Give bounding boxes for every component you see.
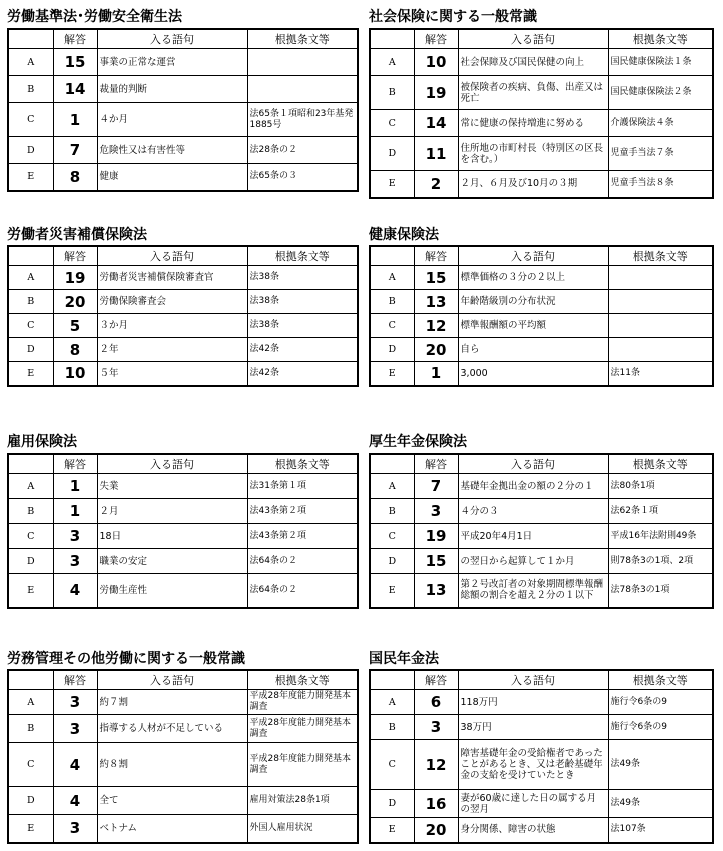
table-row xyxy=(8,524,358,549)
row-answer: 8 xyxy=(53,338,97,362)
table-row xyxy=(8,499,358,524)
table-row xyxy=(8,715,358,743)
header-answer: 解答 xyxy=(414,454,458,474)
row-label: D xyxy=(370,137,414,171)
row-label: A xyxy=(8,474,53,499)
table-header-row xyxy=(370,670,713,690)
row-phrase: 3,000 xyxy=(458,362,608,386)
row-basis: 介護保険法４条 xyxy=(608,110,713,137)
row-phrase: 常に健康の保持増進に努める xyxy=(458,110,608,137)
answer-table xyxy=(7,245,359,387)
table-header-row xyxy=(370,29,713,49)
section-employment-insurance xyxy=(7,431,359,611)
table-row xyxy=(370,574,713,608)
header-basis: 根拠条文等 xyxy=(608,670,713,690)
section-title: 社会保険に関する一般常識 xyxy=(369,9,537,25)
row-phrase: ４か月 xyxy=(97,103,247,137)
row-phrase: 118万円 xyxy=(458,690,608,715)
table-row xyxy=(370,740,713,790)
section-employees-pension xyxy=(369,431,712,611)
answer-table xyxy=(369,453,714,609)
row-answer: 3 xyxy=(414,499,458,524)
row-basis: 法62条１項 xyxy=(608,499,713,524)
row-basis xyxy=(608,314,713,338)
table-row xyxy=(8,743,358,787)
row-basis: 施行令6条の9 xyxy=(608,690,713,715)
header-phrase: 入る語句 xyxy=(97,29,247,49)
row-phrase: 社会保障及び国民保健の向上 xyxy=(458,49,608,76)
table-row xyxy=(370,49,713,76)
table-header-row xyxy=(8,670,358,690)
row-answer: 3 xyxy=(53,524,97,549)
table-row xyxy=(370,76,713,110)
row-basis: 法43条第２項 xyxy=(247,499,358,524)
row-basis: 平成16年法附則49条 xyxy=(608,524,713,549)
row-label: D xyxy=(370,549,414,574)
row-phrase: 標準価格の３分の２以上 xyxy=(458,266,608,290)
row-phrase: 38万円 xyxy=(458,715,608,740)
row-label: C xyxy=(8,524,53,549)
row-basis: 法49条 xyxy=(608,790,713,818)
row-phrase: 第２号改訂者の対象期間標準報酬総額の割合を超え２分の１以下 xyxy=(458,574,608,608)
row-label: E xyxy=(370,818,414,843)
table-header-row xyxy=(8,454,358,474)
table-row xyxy=(8,362,358,386)
row-answer: 13 xyxy=(414,574,458,608)
table-header-row xyxy=(8,246,358,266)
section-title: 労働基準法･労働安全衛生法 xyxy=(7,9,182,25)
table-row xyxy=(370,790,713,818)
row-answer: 3 xyxy=(53,690,97,715)
row-label: C xyxy=(370,110,414,137)
row-label: E xyxy=(370,574,414,608)
header-answer: 解答 xyxy=(414,29,458,49)
row-label: A xyxy=(8,266,53,290)
table-row xyxy=(370,266,713,290)
row-label: E xyxy=(8,164,53,191)
header-label-blank xyxy=(8,29,53,49)
row-phrase: 18日 xyxy=(97,524,247,549)
header-basis: 根拠条文等 xyxy=(608,246,713,266)
row-basis: 法65条１項昭和23年基発1885号 xyxy=(247,103,358,137)
row-basis: 法65条の３ xyxy=(247,164,358,191)
header-phrase: 入る語句 xyxy=(458,29,608,49)
section-title: 健康保険法 xyxy=(369,227,439,243)
table-row xyxy=(370,362,713,386)
row-answer: 19 xyxy=(414,524,458,549)
row-basis: 法38条 xyxy=(247,266,358,290)
row-phrase: ２月、６月及び10月の３期 xyxy=(458,171,608,198)
row-phrase: ２月 xyxy=(97,499,247,524)
row-label: B xyxy=(370,499,414,524)
row-answer: 14 xyxy=(414,110,458,137)
header-phrase: 入る語句 xyxy=(97,454,247,474)
row-phrase: の翌日から起算して１か月 xyxy=(458,549,608,574)
table-header-row xyxy=(370,246,713,266)
header-basis: 根拠条文等 xyxy=(247,246,358,266)
section-title: 厚生年金保険法 xyxy=(369,434,467,450)
row-phrase: ２年 xyxy=(97,338,247,362)
row-answer: 12 xyxy=(414,740,458,790)
table-row xyxy=(8,787,358,815)
header-phrase: 入る語句 xyxy=(97,246,247,266)
header-phrase: 入る語句 xyxy=(458,246,608,266)
table-row xyxy=(370,290,713,314)
row-phrase: ベトナム xyxy=(97,815,247,843)
row-phrase: 危険性又は有害性等 xyxy=(97,137,247,164)
row-answer: 15 xyxy=(414,266,458,290)
row-answer: 10 xyxy=(414,49,458,76)
section-social-insurance xyxy=(369,6,712,191)
row-basis xyxy=(608,266,713,290)
header-answer: 解答 xyxy=(414,670,458,690)
answer-table xyxy=(369,669,714,844)
row-basis: 外国人雇用状況 xyxy=(247,815,358,843)
table-row xyxy=(370,137,713,171)
row-label: E xyxy=(8,815,53,843)
header-answer: 解答 xyxy=(53,454,97,474)
row-answer: 3 xyxy=(53,549,97,574)
header-basis: 根拠条文等 xyxy=(247,29,358,49)
row-label: D xyxy=(370,338,414,362)
row-label: D xyxy=(8,137,53,164)
row-phrase: 労働生産性 xyxy=(97,574,247,608)
row-phrase: 労働者災害補償保険審査官 xyxy=(97,266,247,290)
row-label: A xyxy=(370,474,414,499)
section-labor-management xyxy=(7,648,359,846)
row-label: C xyxy=(8,314,53,338)
table-row xyxy=(370,499,713,524)
header-basis: 根拠条文等 xyxy=(247,454,358,474)
row-answer: 19 xyxy=(414,76,458,110)
row-answer: 4 xyxy=(53,787,97,815)
row-basis: 法31条第１項 xyxy=(247,474,358,499)
row-label: E xyxy=(370,362,414,386)
row-answer: 12 xyxy=(414,314,458,338)
row-basis: 則78条3の1項、2項 xyxy=(608,549,713,574)
row-answer: 3 xyxy=(53,715,97,743)
header-label-blank xyxy=(370,670,414,690)
header-answer: 解答 xyxy=(414,246,458,266)
table-row xyxy=(8,338,358,362)
row-answer: 5 xyxy=(53,314,97,338)
row-basis: 法49条 xyxy=(608,740,713,790)
table-row xyxy=(8,49,358,76)
table-row xyxy=(370,314,713,338)
row-basis: 平成28年度能力開発基本調査 xyxy=(247,715,358,743)
row-basis xyxy=(608,338,713,362)
row-basis: 雇用対策法28条1項 xyxy=(247,787,358,815)
row-answer: 6 xyxy=(414,690,458,715)
row-label: D xyxy=(8,338,53,362)
row-phrase: 健康 xyxy=(97,164,247,191)
section-title: 国民年金法 xyxy=(369,651,439,667)
row-answer: 3 xyxy=(53,815,97,843)
table-row xyxy=(8,549,358,574)
table-row xyxy=(8,314,358,338)
row-answer: 7 xyxy=(414,474,458,499)
row-label: C xyxy=(370,524,414,549)
header-answer: 解答 xyxy=(53,670,97,690)
row-label: D xyxy=(8,549,53,574)
row-basis: 法80条1項 xyxy=(608,474,713,499)
section-labor-standards xyxy=(7,6,359,191)
row-label: D xyxy=(370,790,414,818)
table-row xyxy=(370,474,713,499)
table-row xyxy=(8,103,358,137)
row-answer: 11 xyxy=(414,137,458,171)
row-label: A xyxy=(370,266,414,290)
table-row xyxy=(8,290,358,314)
row-answer: 13 xyxy=(414,290,458,314)
row-phrase: 被保険者の疾病、負傷、出産又は死亡 xyxy=(458,76,608,110)
row-answer: 1 xyxy=(53,474,97,499)
header-label-blank xyxy=(8,670,53,690)
table-row xyxy=(370,549,713,574)
section-title: 労務管理その他労働に関する一般常識 xyxy=(7,651,245,667)
row-label: C xyxy=(8,743,53,787)
table-row xyxy=(370,715,713,740)
row-phrase: 約７割 xyxy=(97,690,247,715)
table-row xyxy=(370,818,713,843)
row-phrase: ３か月 xyxy=(97,314,247,338)
row-phrase: 年齢階級別の分布状況 xyxy=(458,290,608,314)
row-basis: 法78条3の1項 xyxy=(608,574,713,608)
row-phrase: 労働保険審査会 xyxy=(97,290,247,314)
row-phrase: 基礎年金拠出金の額の２分の１ xyxy=(458,474,608,499)
row-label: A xyxy=(8,690,53,715)
row-label: E xyxy=(370,171,414,198)
row-label: B xyxy=(8,499,53,524)
table-row xyxy=(8,574,358,608)
table-row xyxy=(8,690,358,715)
table-row xyxy=(8,164,358,191)
row-phrase: 標準報酬額の平均額 xyxy=(458,314,608,338)
row-basis: 平成28年度能力開発基本調査 xyxy=(247,743,358,787)
header-phrase: 入る語句 xyxy=(458,454,608,474)
header-basis: 根拠条文等 xyxy=(608,29,713,49)
row-basis: 平成28年度能力開発基本調査 xyxy=(247,690,358,715)
section-health-insurance xyxy=(369,224,712,394)
header-answer: 解答 xyxy=(53,29,97,49)
row-answer: 20 xyxy=(53,290,97,314)
row-answer: 4 xyxy=(53,743,97,787)
row-label: C xyxy=(370,314,414,338)
row-basis: 施行令6条の9 xyxy=(608,715,713,740)
table-row xyxy=(370,338,713,362)
row-label: A xyxy=(370,49,414,76)
row-answer: 1 xyxy=(53,499,97,524)
row-phrase: 妻が60歳に達した日の属する月の翌月 xyxy=(458,790,608,818)
answer-table xyxy=(7,669,359,844)
row-basis: 法38条 xyxy=(247,290,358,314)
row-phrase: 障害基礎年金の受給権者であったことがあるとき、又は老齢基礎年金の支給を受けていたとき xyxy=(458,740,608,790)
row-phrase: 平成20年4月1日 xyxy=(458,524,608,549)
row-answer: 4 xyxy=(53,574,97,608)
header-phrase: 入る語句 xyxy=(97,670,247,690)
row-answer: 1 xyxy=(53,103,97,137)
row-answer: 10 xyxy=(53,362,97,386)
table-row xyxy=(8,76,358,103)
section-national-pension xyxy=(369,648,712,846)
section-workers-comp xyxy=(7,224,359,394)
table-row xyxy=(8,815,358,843)
table-row xyxy=(370,171,713,198)
header-basis: 根拠条文等 xyxy=(247,670,358,690)
table-header-row xyxy=(8,29,358,49)
header-label-blank xyxy=(370,29,414,49)
header-answer: 解答 xyxy=(53,246,97,266)
row-basis: 法42条 xyxy=(247,338,358,362)
header-phrase: 入る語句 xyxy=(458,670,608,690)
row-basis: 国民健康保険法１条 xyxy=(608,49,713,76)
row-phrase: 約８割 xyxy=(97,743,247,787)
row-phrase: 事業の正常な運営 xyxy=(97,49,247,76)
header-label-blank xyxy=(8,246,53,266)
row-basis: 法43条第２項 xyxy=(247,524,358,549)
row-phrase: ５年 xyxy=(97,362,247,386)
row-answer: 16 xyxy=(414,790,458,818)
row-answer: 20 xyxy=(414,818,458,843)
row-answer: 15 xyxy=(53,49,97,76)
row-label: D xyxy=(8,787,53,815)
row-answer: 1 xyxy=(414,362,458,386)
row-basis xyxy=(247,76,358,103)
row-basis: 法64条の２ xyxy=(247,549,358,574)
table-row xyxy=(370,690,713,715)
row-basis: 児童手当法７条 xyxy=(608,137,713,171)
row-phrase: 自ら xyxy=(458,338,608,362)
table-row xyxy=(8,474,358,499)
table-row xyxy=(370,524,713,549)
row-answer: 3 xyxy=(414,715,458,740)
row-label: E xyxy=(8,574,53,608)
table-row xyxy=(8,266,358,290)
row-basis: 法28条の２ xyxy=(247,137,358,164)
row-label: B xyxy=(370,290,414,314)
row-label: A xyxy=(8,49,53,76)
row-answer: 8 xyxy=(53,164,97,191)
row-answer: 14 xyxy=(53,76,97,103)
header-basis: 根拠条文等 xyxy=(608,454,713,474)
header-label-blank xyxy=(370,246,414,266)
header-label-blank xyxy=(8,454,53,474)
row-basis xyxy=(608,290,713,314)
row-basis xyxy=(247,49,358,76)
row-basis: 国民健康保険法２条 xyxy=(608,76,713,110)
row-basis: 法11条 xyxy=(608,362,713,386)
section-title: 労働者災害補償保険法 xyxy=(7,227,147,243)
row-phrase: 住所地の市町村長（特別区の区長を含む。） xyxy=(458,137,608,171)
row-phrase: 全て xyxy=(97,787,247,815)
row-label: E xyxy=(8,362,53,386)
row-phrase: 職業の安定 xyxy=(97,549,247,574)
row-basis: 児童手当法８条 xyxy=(608,171,713,198)
row-label: A xyxy=(370,690,414,715)
row-phrase: ４分の３ xyxy=(458,499,608,524)
header-label-blank xyxy=(370,454,414,474)
row-label: B xyxy=(8,290,53,314)
row-label: B xyxy=(8,715,53,743)
section-title: 雇用保険法 xyxy=(7,434,77,450)
row-phrase: 身分関係、障害の状態 xyxy=(458,818,608,843)
table-header-row xyxy=(370,454,713,474)
answer-table xyxy=(369,245,714,387)
row-answer: 20 xyxy=(414,338,458,362)
row-label: B xyxy=(8,76,53,103)
row-answer: 2 xyxy=(414,171,458,198)
row-label: C xyxy=(370,740,414,790)
row-basis: 法64条の２ xyxy=(247,574,358,608)
row-answer: 7 xyxy=(53,137,97,164)
table-row xyxy=(370,110,713,137)
row-answer: 15 xyxy=(414,549,458,574)
answer-table xyxy=(7,453,359,609)
row-phrase: 指導する人材が不足している xyxy=(97,715,247,743)
row-phrase: 失業 xyxy=(97,474,247,499)
table-row xyxy=(8,137,358,164)
row-label: C xyxy=(8,103,53,137)
answer-table xyxy=(369,28,714,199)
answer-table xyxy=(7,28,359,192)
row-answer: 19 xyxy=(53,266,97,290)
row-label: B xyxy=(370,76,414,110)
row-basis: 法107条 xyxy=(608,818,713,843)
row-phrase: 裁量的判断 xyxy=(97,76,247,103)
row-label: B xyxy=(370,715,414,740)
row-basis: 法38条 xyxy=(247,314,358,338)
row-basis: 法42条 xyxy=(247,362,358,386)
